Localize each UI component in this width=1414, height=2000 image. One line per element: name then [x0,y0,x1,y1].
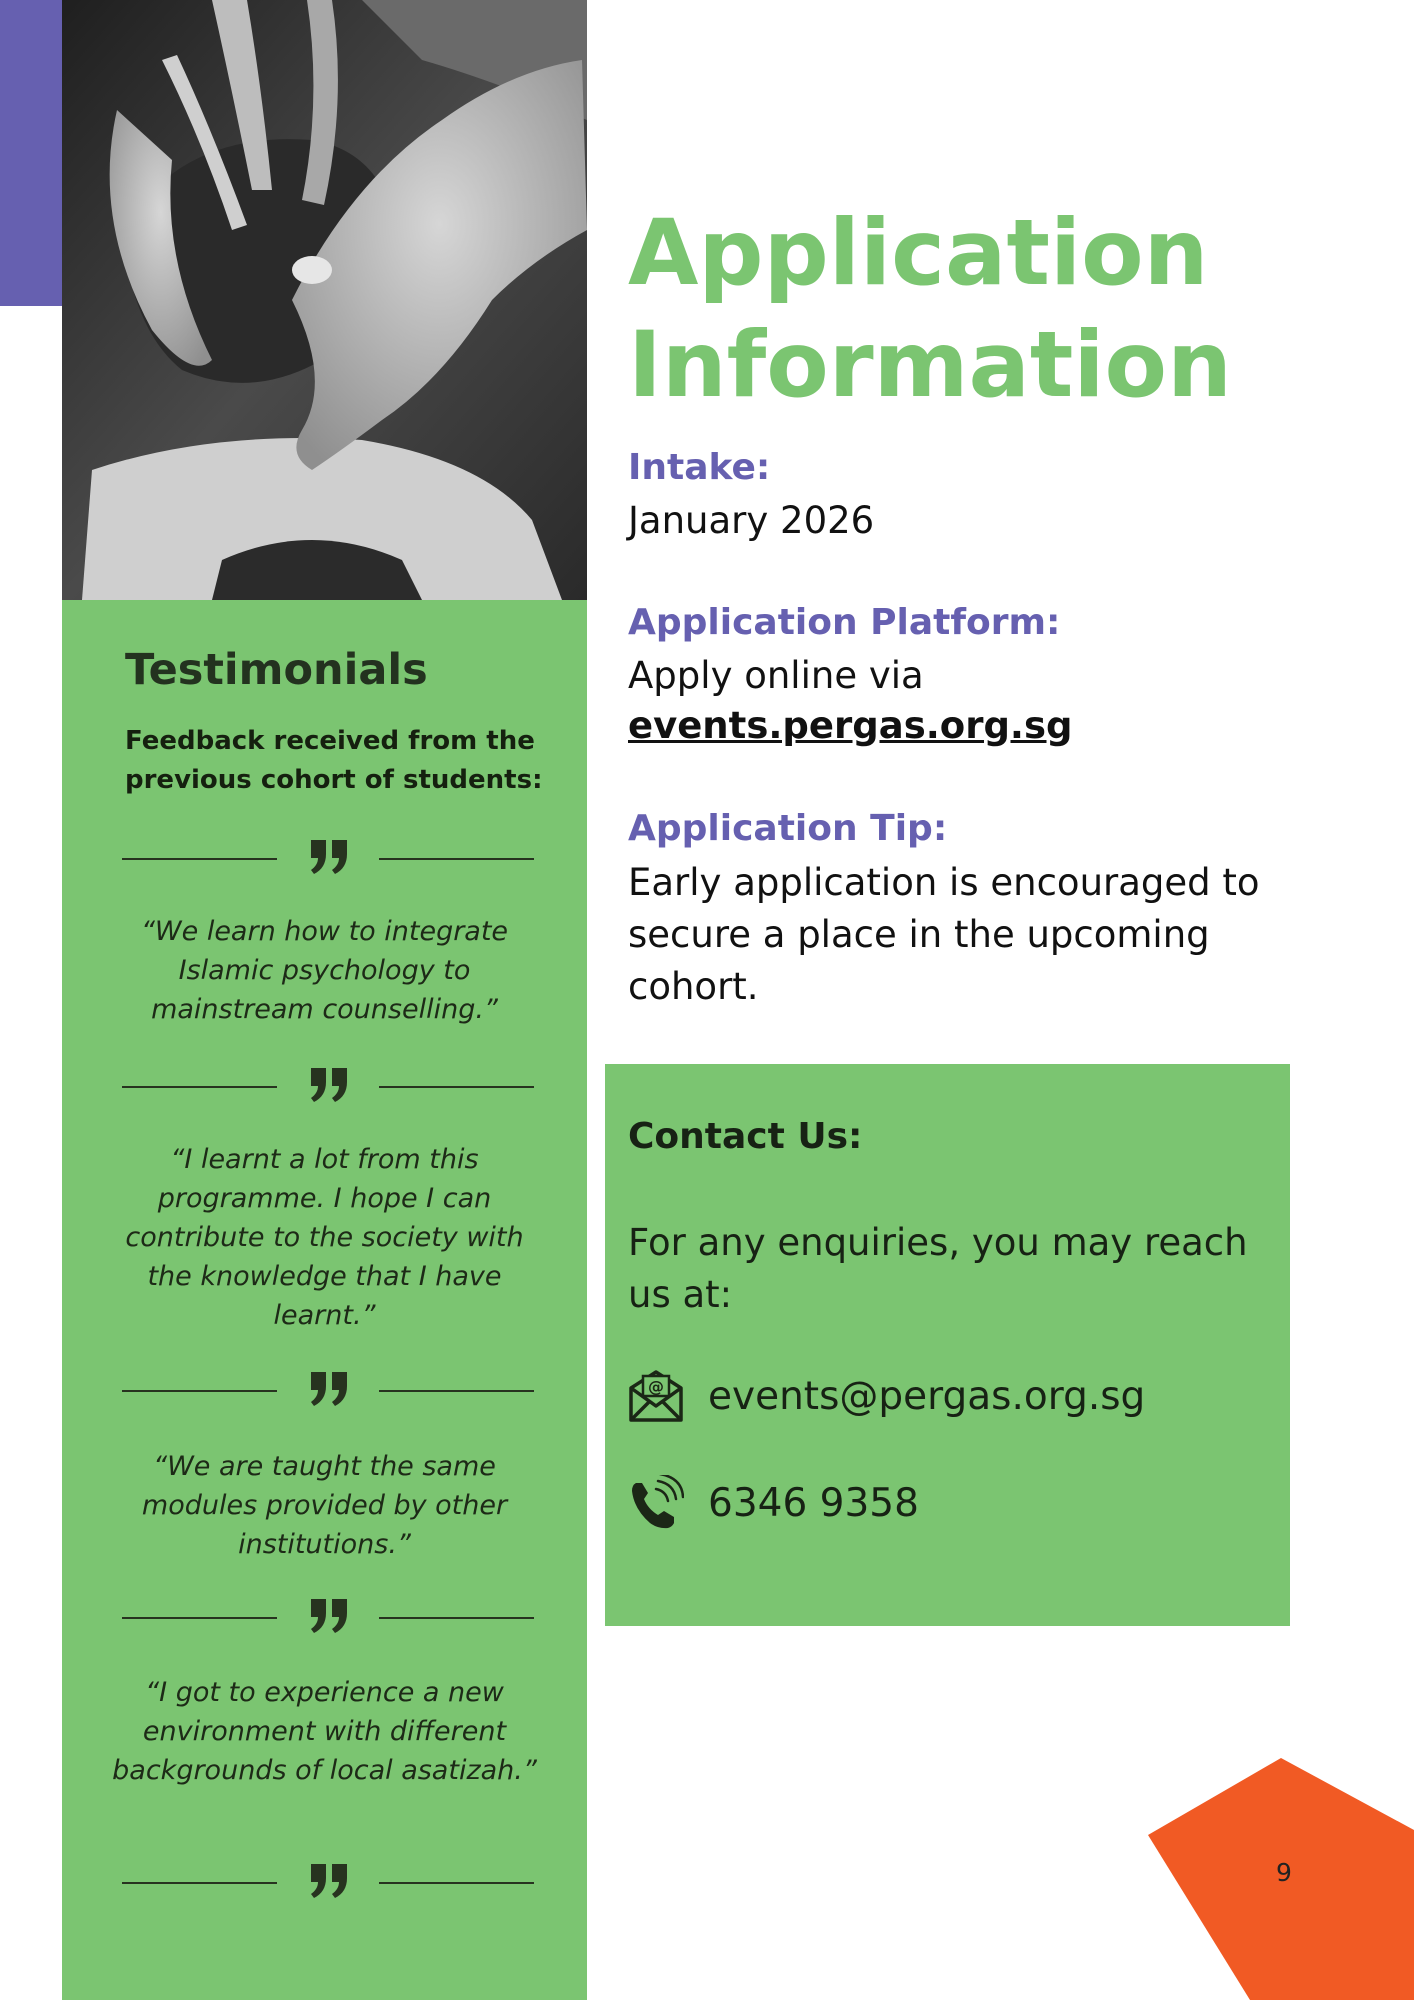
testimonials-subtitle: Feedback received from the previous cohort of students: [125,726,543,795]
intake-value: January 2026 [628,499,875,542]
tip-text: Early application is encouraged to secure a place in the upcoming cohort. [628,861,1260,1008]
page-title-line1: Application [628,201,1209,306]
quote-mark-icon [307,1595,351,1635]
svg-text:@: @ [648,1377,664,1396]
testimonial-quote: “I got to experience a new environment with different backgrounds of local asatizah.” [112,1677,537,1786]
quote-mark-icon [307,1064,351,1104]
testimonials-title: Testimonials [125,645,428,695]
contact-title: Contact Us: [628,1116,863,1157]
testimonials-panel [62,600,587,2000]
page-title [628,198,1232,422]
page-number: 9 [1276,1858,1292,1887]
quote-divider [122,1595,534,1641]
quote-mark-icon [307,836,351,876]
platform-text: Apply online via [628,654,924,697]
contact-text: For any enquiries, you may reach us at: [628,1221,1248,1316]
testimonial-quote: “We learn how to integrate Islamic psychology to mainstream counselling.” [140,916,509,1025]
hands-planting-photo [62,0,587,600]
contact-phone-row[interactable] [628,1475,1268,1531]
tip-label: Application Tip: [628,808,948,849]
quote-mark-icon [307,1368,351,1408]
envelope-at-icon [628,1368,684,1424]
intake-label: Intake: [628,447,771,488]
contact-email-row[interactable] [628,1368,1268,1424]
quote-divider [122,1064,534,1110]
quote-mark-icon [307,1860,351,1900]
quote-divider [122,836,534,882]
testimonial-quote: “We are taught the same modules provided by other institutions.” [141,1451,508,1560]
platform-link[interactable]: events.pergas.org.sg [628,704,1073,747]
platform-label: Application Platform: [628,602,1061,643]
purple-accent-bar [0,0,62,306]
phone-ringing-icon [628,1475,684,1531]
quote-divider [122,1860,534,1906]
contact-phone: 6346 9358 [708,1481,919,1526]
contact-email: events@pergas.org.sg [708,1374,1146,1419]
testimonial-quote: “I learnt a lot from this programme. I hope I can contribute to the society with the knowledge that I have learnt.” [125,1144,524,1331]
contact-box [605,1064,1290,1626]
quote-divider [122,1368,534,1414]
page-title-line2: Information [628,313,1232,418]
